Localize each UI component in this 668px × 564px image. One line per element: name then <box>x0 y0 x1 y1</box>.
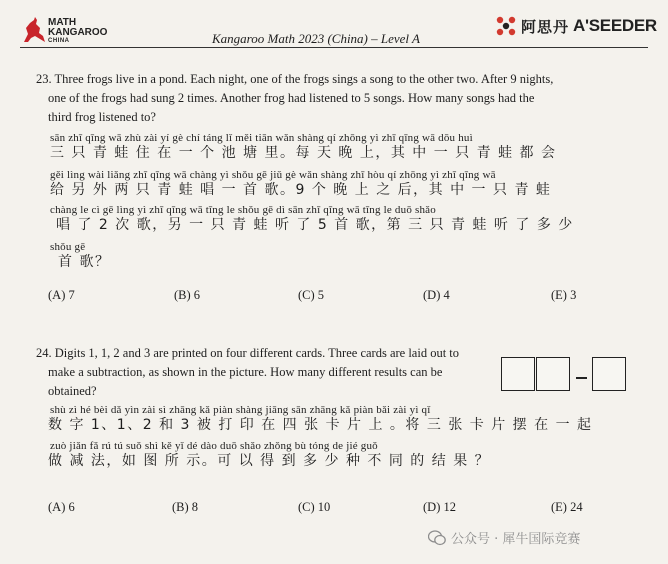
q23-option-a: (A) 7 <box>48 288 75 302</box>
q23-chinese-line-3: 唱 了 2 次 歌，另 一 只 青 蛙 听 了 5 首 歌，第 三 只 青 蛙 听 了 多 少 <box>56 217 574 233</box>
q24-pinyin-line-2: zuò jiǎn fǎ rú tú suǒ shì kě yǐ dé dào duō shǎo zhǒng bù tóng de jié guǒ <box>50 440 378 452</box>
q24-option-e: (E) 24 <box>551 500 583 514</box>
q23-option-c: (C) 5 <box>298 288 325 302</box>
q24-chinese-line-2: 做 减 法，如 图 所 示。可 以 得 到 多 少 种 不 同 的 结 果 ？ <box>48 453 491 469</box>
q23-text-line-2: one of the frogs had sung 2 times. Another frog had listened to 5 songs. How many songs had the <box>48 91 535 105</box>
logo-line-china: CHINA <box>48 38 70 44</box>
card-slot-1 <box>501 357 535 391</box>
q23-text-line-1: 23. Three frogs live in a pond. Each night, one of the frogs sings a song to the other two. After 9 nights, <box>36 72 554 86</box>
q23-pinyin-line-4: shǒu gē <box>50 241 86 253</box>
q23-option-d: (D) 4 <box>423 288 450 302</box>
watermark <box>428 528 580 547</box>
logo-line-math: MATH <box>48 17 77 28</box>
q24-pinyin-line-1: shù zì hé bèi dǎ yìn zài sì zhāng kǎ piàn shàng jiāng sān zhāng kǎ piàn bǎi zài yì qǐ <box>50 404 431 416</box>
header-divider <box>20 47 648 48</box>
q24-option-d: (D) 12 <box>423 500 456 514</box>
q23-chinese-line-1: 三 只 青 蛙 住 在 一 个 池 塘 里。每 天 晚 上，其 中 一 只 青 蛙 都 会 <box>50 145 557 161</box>
q24-option-a: (A) 6 <box>48 500 75 514</box>
q23-option-e: (E) 3 <box>551 288 577 302</box>
q23-pinyin-line-3: chàng le cì gē lìng yì zhī qīng wā tīng le shǒu gē dì sān zhī qīng wā tīng le duō shǎo <box>50 204 436 216</box>
q23-text-line-3: third frog listened to? <box>48 110 156 124</box>
q24-chinese-line-1: 数 字 1、1、2 和 3 被 打 印 在 四 张 卡 片 上 。将 三 张 卡 片 摆 在 一 起 <box>48 417 593 433</box>
aseeder-logo-en: A'SEEDER <box>573 16 657 35</box>
page-title: Kangaroo Math 2023 (China) – Level A <box>212 31 420 46</box>
q23-chinese-line-2: 给 另 外 两 只 青 蛙 唱 一 首 歌。9 个 晚 上 之 后，其 中 一 只 青 蛙 <box>50 182 552 198</box>
aseeder-logo <box>494 12 657 40</box>
q24-text-line-2: make a subtraction, as shown in the picture. How many different results can be <box>48 365 443 379</box>
logo-line-kangaroo: KANGAROO <box>48 27 108 38</box>
card-slot-2 <box>536 357 570 391</box>
card-slot-3 <box>592 357 626 391</box>
aseeder-logo-cn: 阿思丹 <box>521 17 570 36</box>
q24-option-b: (B) 8 <box>172 500 199 514</box>
watermark-text: 公众号 · 犀牛国际竞赛 <box>451 532 581 547</box>
math-kangaroo-logo <box>20 10 130 48</box>
wechat-icon <box>428 530 446 546</box>
aseeder-mark-icon <box>494 14 518 38</box>
q23-option-b: (B) 6 <box>174 288 201 302</box>
q23-chinese-line-4: 首 歌？ <box>58 254 111 270</box>
q23-pinyin-line-2: gěi lìng wài liǎng zhī qīng wā chàng yì shǒu gē jiǔ gè wǎn shàng zhī hòu qí zhōng yì zhī qīng wā <box>50 169 496 181</box>
q24-text-line-3: obtained? <box>48 384 97 398</box>
q24-option-c: (C) 10 <box>298 500 331 514</box>
q23-pinyin-line-1: sān zhī qīng wā zhù zài yí gè chí táng lǐ měi tiān wǎn shàng qí zhōng yì zhī qīng wā dōu huì <box>50 132 473 144</box>
minus-sign <box>576 377 587 379</box>
kangaroo-icon <box>20 16 46 44</box>
q24-text-line-1: 24. Digits 1, 1, 2 and 3 are printed on four different cards. Three cards are laid out to <box>36 346 460 360</box>
